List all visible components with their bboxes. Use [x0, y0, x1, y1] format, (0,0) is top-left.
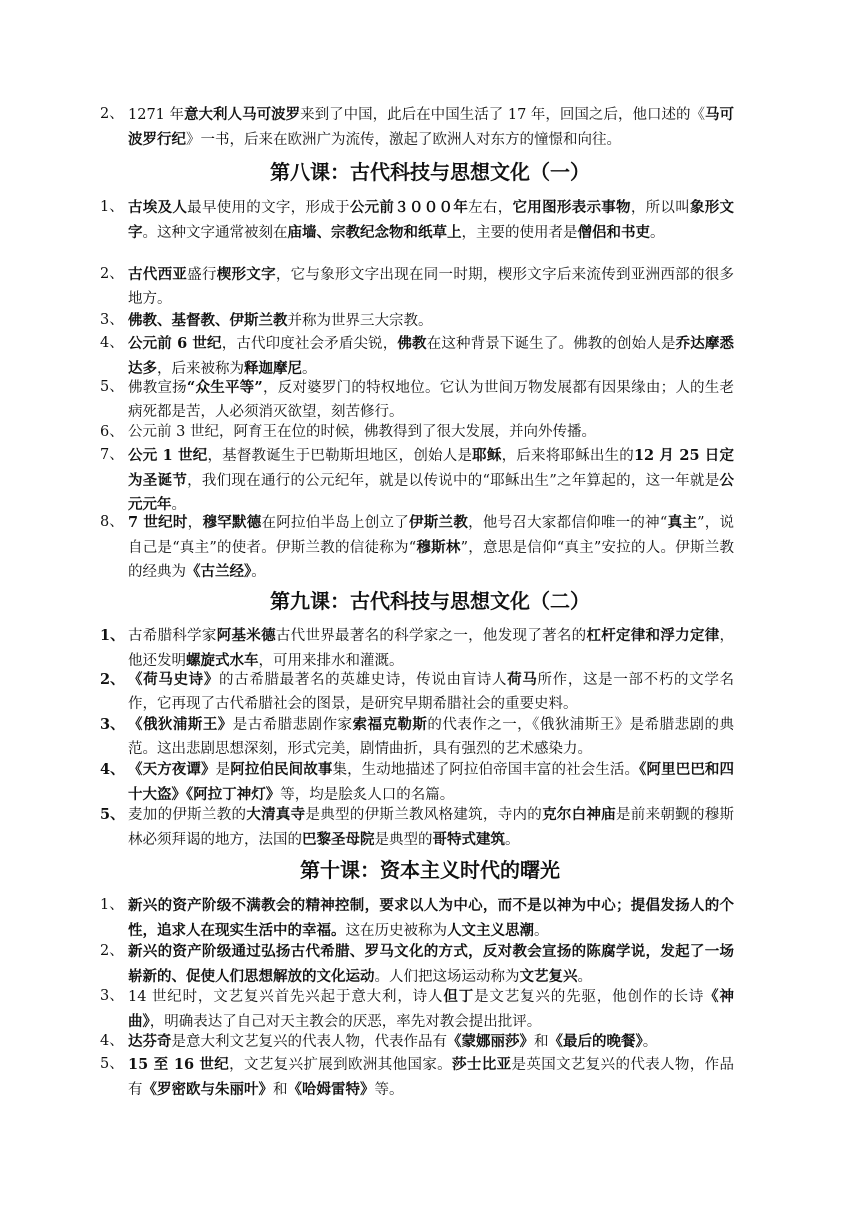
list-item: [100, 376, 735, 424]
item-text: [128, 713, 734, 761]
text-segment: 是前来朝觐的穆斯林必须拜谒的地方，法国的: [128, 807, 735, 848]
text-segment: 并称为世界三大宗教。: [287, 313, 433, 329]
item-number: 4、: [100, 761, 125, 778]
list-item: [100, 1030, 734, 1055]
text-segment: 这在历史被称为: [345, 922, 447, 939]
bold-text-segment: 古埃及人: [128, 199, 188, 216]
text-segment: 。: [171, 497, 186, 513]
text-segment: 的代表作之一，《俄狄浦斯王》是希腊悲剧的典范。这出悲剧思想深刻，形式完美，剧情曲折，具有强烈的艺术感染力。: [128, 717, 734, 757]
bold-text-segment: 乔达摩悉达多: [128, 335, 735, 377]
bold-text-segment: 索福克勒斯: [352, 716, 428, 733]
bold-text-segment: 《古兰经》: [186, 563, 252, 580]
text-segment: 麦加的伊斯兰教的: [128, 807, 247, 823]
bold-text-segment: 伊斯兰教: [409, 514, 469, 531]
text-segment: 是英国文艺复兴的代表人物，作品有: [128, 1057, 735, 1098]
text-segment: 古希腊科学家: [128, 628, 217, 644]
list-item: [100, 511, 735, 585]
list-item: [100, 103, 735, 152]
list-item: [100, 196, 735, 245]
text-segment: ，后来被称为: [157, 360, 244, 377]
text-segment: ，它与象形文字出现在同一时期，楔形文字后来流传到亚洲西部的很多地方。: [128, 267, 735, 307]
text-segment: 是典型的: [374, 831, 433, 848]
bold-text-segment: 佛教、基督教、伊斯兰教: [128, 312, 288, 329]
text-segment: ，所以叫: [630, 200, 690, 216]
text-segment: 。: [534, 922, 549, 939]
text-segment: 。: [302, 360, 317, 377]
bold-text-segment: 螺旋式水车: [186, 651, 259, 669]
bold-text-segment: 公元元年: [128, 471, 734, 513]
text-segment: 是典型的伊斯兰教风格建筑，寺内的: [305, 807, 543, 823]
bold-text-segment: 大清真寺: [246, 806, 306, 823]
bold-text-segment: 杠杆定律和浮力定律: [586, 627, 720, 644]
item-text: [128, 758, 734, 807]
bold-text-segment: 荷马: [507, 671, 538, 688]
text-segment: 是文艺复兴的先驱，他创作的长诗: [474, 989, 705, 1005]
item-text: [128, 309, 734, 334]
bold-text-segment: 耶稣: [472, 447, 502, 464]
text-segment: ”，意思是信仰“真主”安拉的人。伊斯兰教的经典为: [128, 539, 734, 580]
text-segment: 公元前 3 世纪，阿育王在位的时候，佛教得到了很大发展，并向外传播。: [128, 424, 596, 440]
item-number: 8、: [100, 514, 124, 530]
text-segment: 集，生动地描述了阿拉伯帝国丰富的社会生活。: [332, 762, 640, 778]
bold-text-segment: 僧侣和书吏: [577, 223, 650, 241]
text-segment: 是: [215, 762, 231, 778]
list-item: [100, 309, 734, 334]
text-segment: ，基督教诞生于巴勒斯坦地区，创始人是: [207, 448, 473, 464]
bold-text-segment: 人文主义思潮: [447, 921, 534, 939]
item-number: 3、: [100, 312, 124, 328]
bold-text-segment: 象形文字: [128, 199, 735, 241]
bold-text-segment: 《蒙娜丽莎》: [447, 1033, 534, 1050]
item-number: 2、: [100, 671, 125, 688]
bold-text-segment: 阿基米德: [216, 627, 276, 644]
text-segment: ，主要的使用者是: [461, 224, 578, 241]
item-text: [128, 624, 734, 673]
item-number: 2、: [100, 266, 124, 282]
item-text: [128, 511, 734, 585]
text-segment: ，可用来排水和灌溉。: [258, 652, 404, 669]
text-segment: 在这种背景下诞生了。佛教的创始人是: [426, 336, 676, 352]
text-segment: 。人们把这场运动称为: [374, 968, 520, 985]
text-segment: 》一书，后来在欧洲广为流传，激起了欧洲人对东方的憧憬和向往。: [186, 131, 621, 148]
item-number: 1、: [100, 627, 125, 644]
text-segment: 。这种文字通常被刻在: [142, 224, 288, 241]
list-item: [100, 713, 734, 761]
item-text: [128, 668, 734, 716]
bold-text-segment: 《荷马史诗》: [128, 671, 219, 688]
list-item: [100, 263, 735, 311]
bold-text-segment: 克尔白神庙: [542, 806, 617, 823]
bold-text-segment: 公元 1 世纪: [128, 447, 208, 464]
text-segment: ，后来将耶稣出生的: [501, 448, 634, 464]
text-segment: ”，说自己是“真主”的使者。伊斯兰教的信徒称为“: [128, 515, 735, 556]
text-segment: ，文艺复兴扩展到欧洲其他国家。: [229, 1057, 453, 1073]
item-text: [128, 196, 734, 245]
bold-text-segment: 楔形文字: [216, 266, 276, 283]
list-item: [100, 332, 735, 381]
bold-text-segment: 穆罕默德: [202, 514, 262, 531]
list-item: [100, 624, 735, 673]
item-text: [128, 421, 734, 445]
bold-text-segment: 庙墙、宗教纪念物和纸草上: [287, 223, 462, 241]
item-text: [128, 444, 734, 518]
item-text: [128, 1030, 734, 1055]
item-number: 4、: [100, 335, 124, 351]
list-item: [100, 894, 734, 943]
text-segment: 左右，: [468, 200, 513, 216]
bold-text-segment: 《罗密欧与朱丽叶》: [142, 1080, 273, 1098]
bold-text-segment: 古代西亚: [128, 266, 188, 283]
text-segment: 是意大利文艺复兴的代表人物，代表作品有: [171, 1034, 447, 1050]
text-segment: 是古希腊悲剧作家: [232, 717, 353, 733]
bold-text-segment: 公元前３０００年: [349, 199, 469, 216]
bold-text-segment: 新兴的资产阶级通过弘扬古代希腊、罗马文化的方式，反对教会宣扬的陈腐学说，发起了一场崭新的、促使人们思想解放的文化运动: [128, 943, 734, 985]
list-item: [100, 940, 734, 989]
text-segment: 在阿拉伯半岛上创立了: [261, 515, 410, 531]
bold-text-segment: 巴黎圣母院: [302, 830, 375, 848]
item-number: 3、: [100, 716, 125, 733]
list-item: [100, 985, 735, 1034]
text-segment: 。: [251, 564, 266, 580]
bold-text-segment: 《天方夜谭》: [128, 761, 216, 778]
list-item: [100, 758, 735, 807]
bold-text-segment: 新兴的资产阶级不满教会的精神控制，要求以人为中心，而不是以神为中心；提倡发扬人的个性，追求人在现实生活中的幸福。: [128, 897, 734, 939]
item-number: 5、: [100, 806, 125, 823]
bold-text-segment: 莎士比亚: [452, 1056, 512, 1073]
bold-text-segment: 达芬奇: [128, 1033, 172, 1050]
text-segment: 和: [534, 1034, 549, 1050]
text-segment: 古代世界最著名的科学家之一，他发现了著名的: [275, 628, 587, 644]
item-text: [128, 1053, 734, 1102]
item-text: [128, 263, 734, 311]
list-item: [100, 1053, 735, 1102]
text-segment: 和: [273, 1081, 288, 1098]
bold-text-segment: 马可波罗行纪: [128, 106, 735, 148]
text-segment: ，明确表达了自己对天主教会的厌恶，率先对教会提出批评。: [149, 1013, 542, 1030]
item-text: [128, 940, 734, 989]
section-title-lesson-9: 第九课：古代科技与思想文化（二）: [270, 589, 590, 613]
text-segment: 所作，这是一部不朽的文学名作，它再现了古代希腊社会的图景，是研究早期希腊社会的重要史料。: [128, 672, 735, 712]
text-segment: 来到了中国，此后在中国生活了 17 年，回国之后，他口述的《: [300, 107, 706, 123]
text-segment: 。: [505, 831, 520, 848]
bold-text-segment: 意大利人马可波罗: [184, 106, 301, 123]
bold-text-segment: 12 月 25 日定为圣诞节: [128, 447, 735, 489]
bold-text-segment: 《最后的晚餐》: [548, 1033, 643, 1050]
bold-text-segment: 7 世纪时: [128, 514, 188, 531]
text-segment: ，我们现在通行的公元纪年，就是以传说中的“耶稣出生”之年算起的，这一年就是: [187, 472, 720, 489]
item-number: 7、: [100, 447, 124, 463]
bold-text-segment: 《阿里巴巴和四十大盗》《阿拉丁神灯》: [128, 761, 735, 803]
item-number: 6、: [100, 424, 124, 440]
item-number: 1、: [100, 897, 124, 913]
text-segment: ，反对婆罗门的特权地位。它认为世间万物发展都有因果缘由；人的生老病死都是苦，人必须消灭欲望，刻苦修行。: [128, 380, 735, 420]
item-number: 2、: [100, 943, 124, 959]
bold-text-segment: 文艺复兴: [519, 967, 578, 985]
text-segment: 14 世纪时，文艺复兴首先兴起于意大利，诗人: [128, 989, 444, 1005]
item-number: 5、: [100, 379, 124, 395]
item-text: [128, 376, 734, 424]
item-number: 2、: [100, 106, 124, 122]
item-number: 4、: [100, 1033, 124, 1049]
item-number: 3、: [100, 988, 124, 1004]
item-text: [128, 332, 734, 381]
text-segment: 最早使用的文字，形成于: [187, 200, 350, 216]
bold-text-segment: 公元前 6 世纪: [128, 335, 222, 352]
section-title-lesson-10: 第十课：资本主义时代的曙光: [300, 858, 560, 882]
bold-text-segment: “众生平等”: [186, 379, 263, 396]
list-item: [100, 421, 734, 445]
list-item: [100, 444, 735, 518]
bold-text-segment: 释迦摩尼: [244, 359, 302, 377]
text-segment: 佛教宣扬: [128, 380, 187, 396]
text-segment: ，: [187, 515, 203, 531]
item-number: 1、: [100, 199, 124, 215]
bold-text-segment: 《俄狄浦斯王》: [128, 716, 233, 733]
bold-text-segment: 但丁: [443, 988, 475, 1005]
item-text: [128, 894, 734, 943]
bold-text-segment: 《哈姆雷特》: [287, 1080, 375, 1098]
text-segment: 。: [577, 968, 592, 985]
bold-text-segment: 哥特式建筑: [432, 830, 505, 848]
bold-text-segment: 《神曲》: [128, 988, 735, 1030]
bold-text-segment: 佛教: [397, 335, 427, 352]
bold-text-segment: 真主: [667, 514, 698, 531]
item-text: [128, 985, 734, 1034]
text-segment: ，他号召大家都信仰唯一的神“: [468, 515, 668, 531]
text-segment: ，古代印度社会矛盾尖锐，: [221, 336, 398, 352]
list-item: [100, 803, 735, 852]
text-segment: 的古希腊最著名的英雄史诗，传说由盲诗人: [219, 672, 508, 688]
text-segment: 1271 年: [128, 107, 185, 123]
text-segment: 等，均是脍炙人口的名篇。: [280, 786, 455, 803]
bold-text-segment: 阿拉伯民间故事: [230, 761, 333, 778]
text-segment: 。: [642, 1034, 658, 1050]
bold-text-segment: 15 至 16 世纪: [128, 1056, 230, 1073]
item-text: [128, 803, 734, 852]
text-segment: 盛行: [187, 267, 217, 283]
item-text: [128, 103, 734, 152]
list-item: [100, 668, 735, 716]
text-segment: ，他还发明: [128, 628, 735, 669]
bold-text-segment: 它用图形表示事物: [512, 199, 631, 216]
section-title-lesson-8: 第八课：古代科技与思想文化（一）: [270, 160, 590, 184]
bold-text-segment: 穆斯林: [416, 538, 461, 556]
item-number: 5、: [100, 1056, 124, 1072]
text-segment: 等。: [374, 1081, 404, 1098]
text-segment: 。: [650, 224, 665, 241]
